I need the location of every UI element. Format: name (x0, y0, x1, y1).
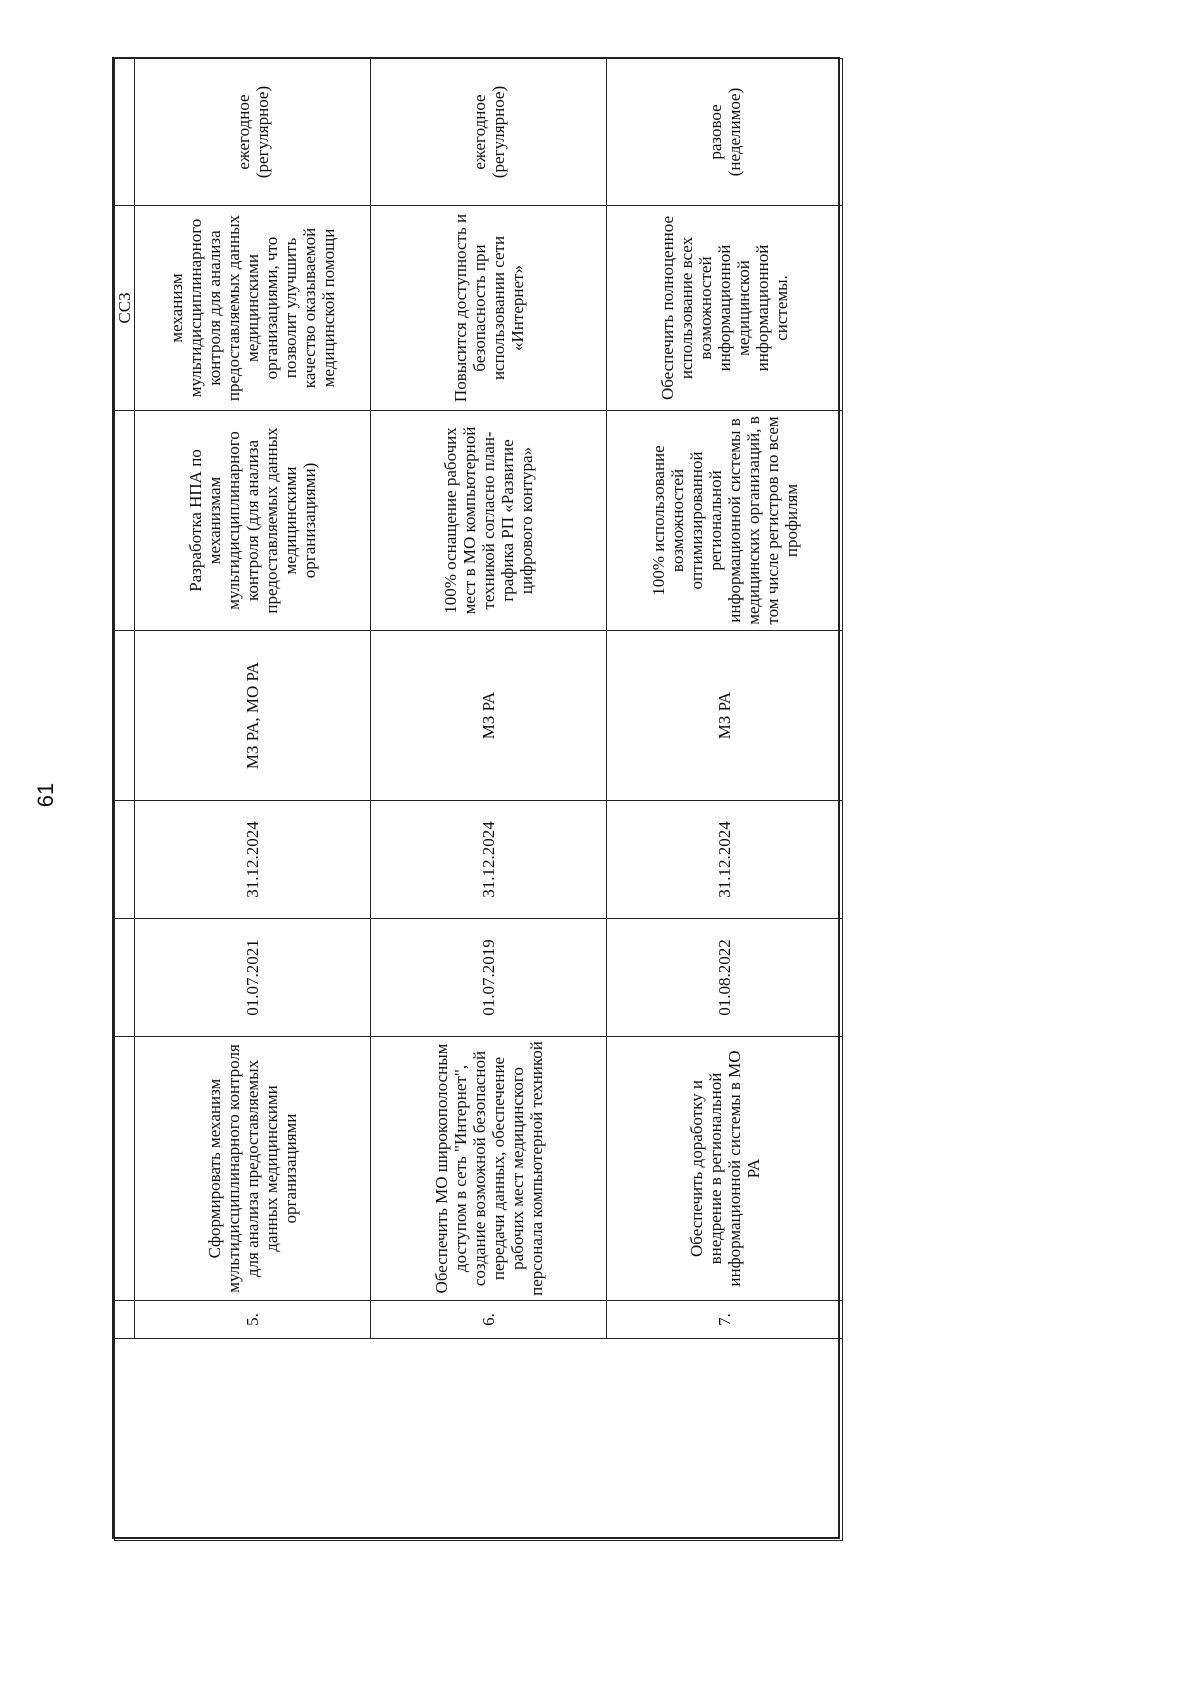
task-cell: Обеспечить МО широкополосным доступом в сеть "Интернет", создание возможной безопасной передачи данных, обеспечение рабочих мест медицинского персонала компьютерной техникой (371, 1037, 607, 1301)
table-row (371, 59, 607, 1541)
header-cell-period (115, 59, 135, 206)
header-cell-start (115, 919, 135, 1037)
header-cell-result (115, 411, 135, 631)
row-number: 6. (371, 1301, 607, 1339)
task-cell: Обеспечить доработку и внедрение в региональной информационной системы в МО РА (607, 1037, 843, 1301)
blank-cell (607, 1339, 843, 1541)
document-table (112, 57, 840, 1539)
effect-cell: Обеспечить полноценное использование всех возможностей информационной медицинской информационной системы. (607, 206, 843, 411)
end-date-cell: 31.12.2024 (371, 801, 607, 919)
responsible-cell: МЗ РА (607, 631, 843, 801)
task-cell: Сформировать механизм мультидисциплинарного контроля для анализа предоставляемых данных медицинскими организациями (135, 1037, 371, 1301)
blank-cell (135, 1339, 371, 1541)
rotated-table-wrapper (114, 59, 842, 1541)
result-cell: 100% использование возможностей оптимизированной региональной информационной системы в медицинских организаций, в том числе регистров по всем профилям (607, 411, 843, 631)
blank-header-cell (115, 1339, 135, 1541)
row-number: 5. (135, 1301, 371, 1339)
header-cell-task (115, 1037, 135, 1301)
header-cell-num (115, 1301, 135, 1339)
effect-cell: механизм мультидисциплинарного контроля для анализа предоставляемых данных медицинскими организациями, что позволит улучшить качество оказываемой медицинской помощи (135, 206, 371, 411)
plan-table (114, 58, 843, 1541)
end-date-cell: 31.12.2024 (607, 801, 843, 919)
period-cell: ежегодное (регулярное) (371, 59, 607, 206)
table-row (135, 59, 371, 1541)
table-header-row (115, 59, 135, 1541)
result-cell: Разработка НПА по механизмам мультидисциплинарного контроля (для анализа предоставляемых данных медицинскими организациями) (135, 411, 371, 631)
result-cell: 100% оснащение рабочих мест в МО компьютерной техникой согласно план-графика РП «Развитие цифрового контура» (371, 411, 607, 631)
row-number: 7. (607, 1301, 843, 1339)
effect-cell: Повысится доступность и безопасность при использовании сети «Интернет» (371, 206, 607, 411)
period-cell: ежегодное (регулярное) (135, 59, 371, 206)
blank-cell (371, 1339, 607, 1541)
responsible-cell: МЗ РА (371, 631, 607, 801)
period-cell: разовое (неделимое) (607, 59, 843, 206)
start-date-cell: 01.07.2021 (135, 919, 371, 1037)
start-date-cell: 01.07.2019 (371, 919, 607, 1037)
header-cell-end (115, 801, 135, 919)
start-date-cell: 01.08.2022 (607, 919, 843, 1037)
responsible-cell: МЗ РА, МО РА (135, 631, 371, 801)
page-number: 61 (33, 782, 58, 808)
header-cell-responsible (115, 631, 135, 801)
header-cell-effect: ССЗ (115, 206, 135, 411)
table-row (607, 59, 843, 1541)
end-date-cell: 31.12.2024 (135, 801, 371, 919)
